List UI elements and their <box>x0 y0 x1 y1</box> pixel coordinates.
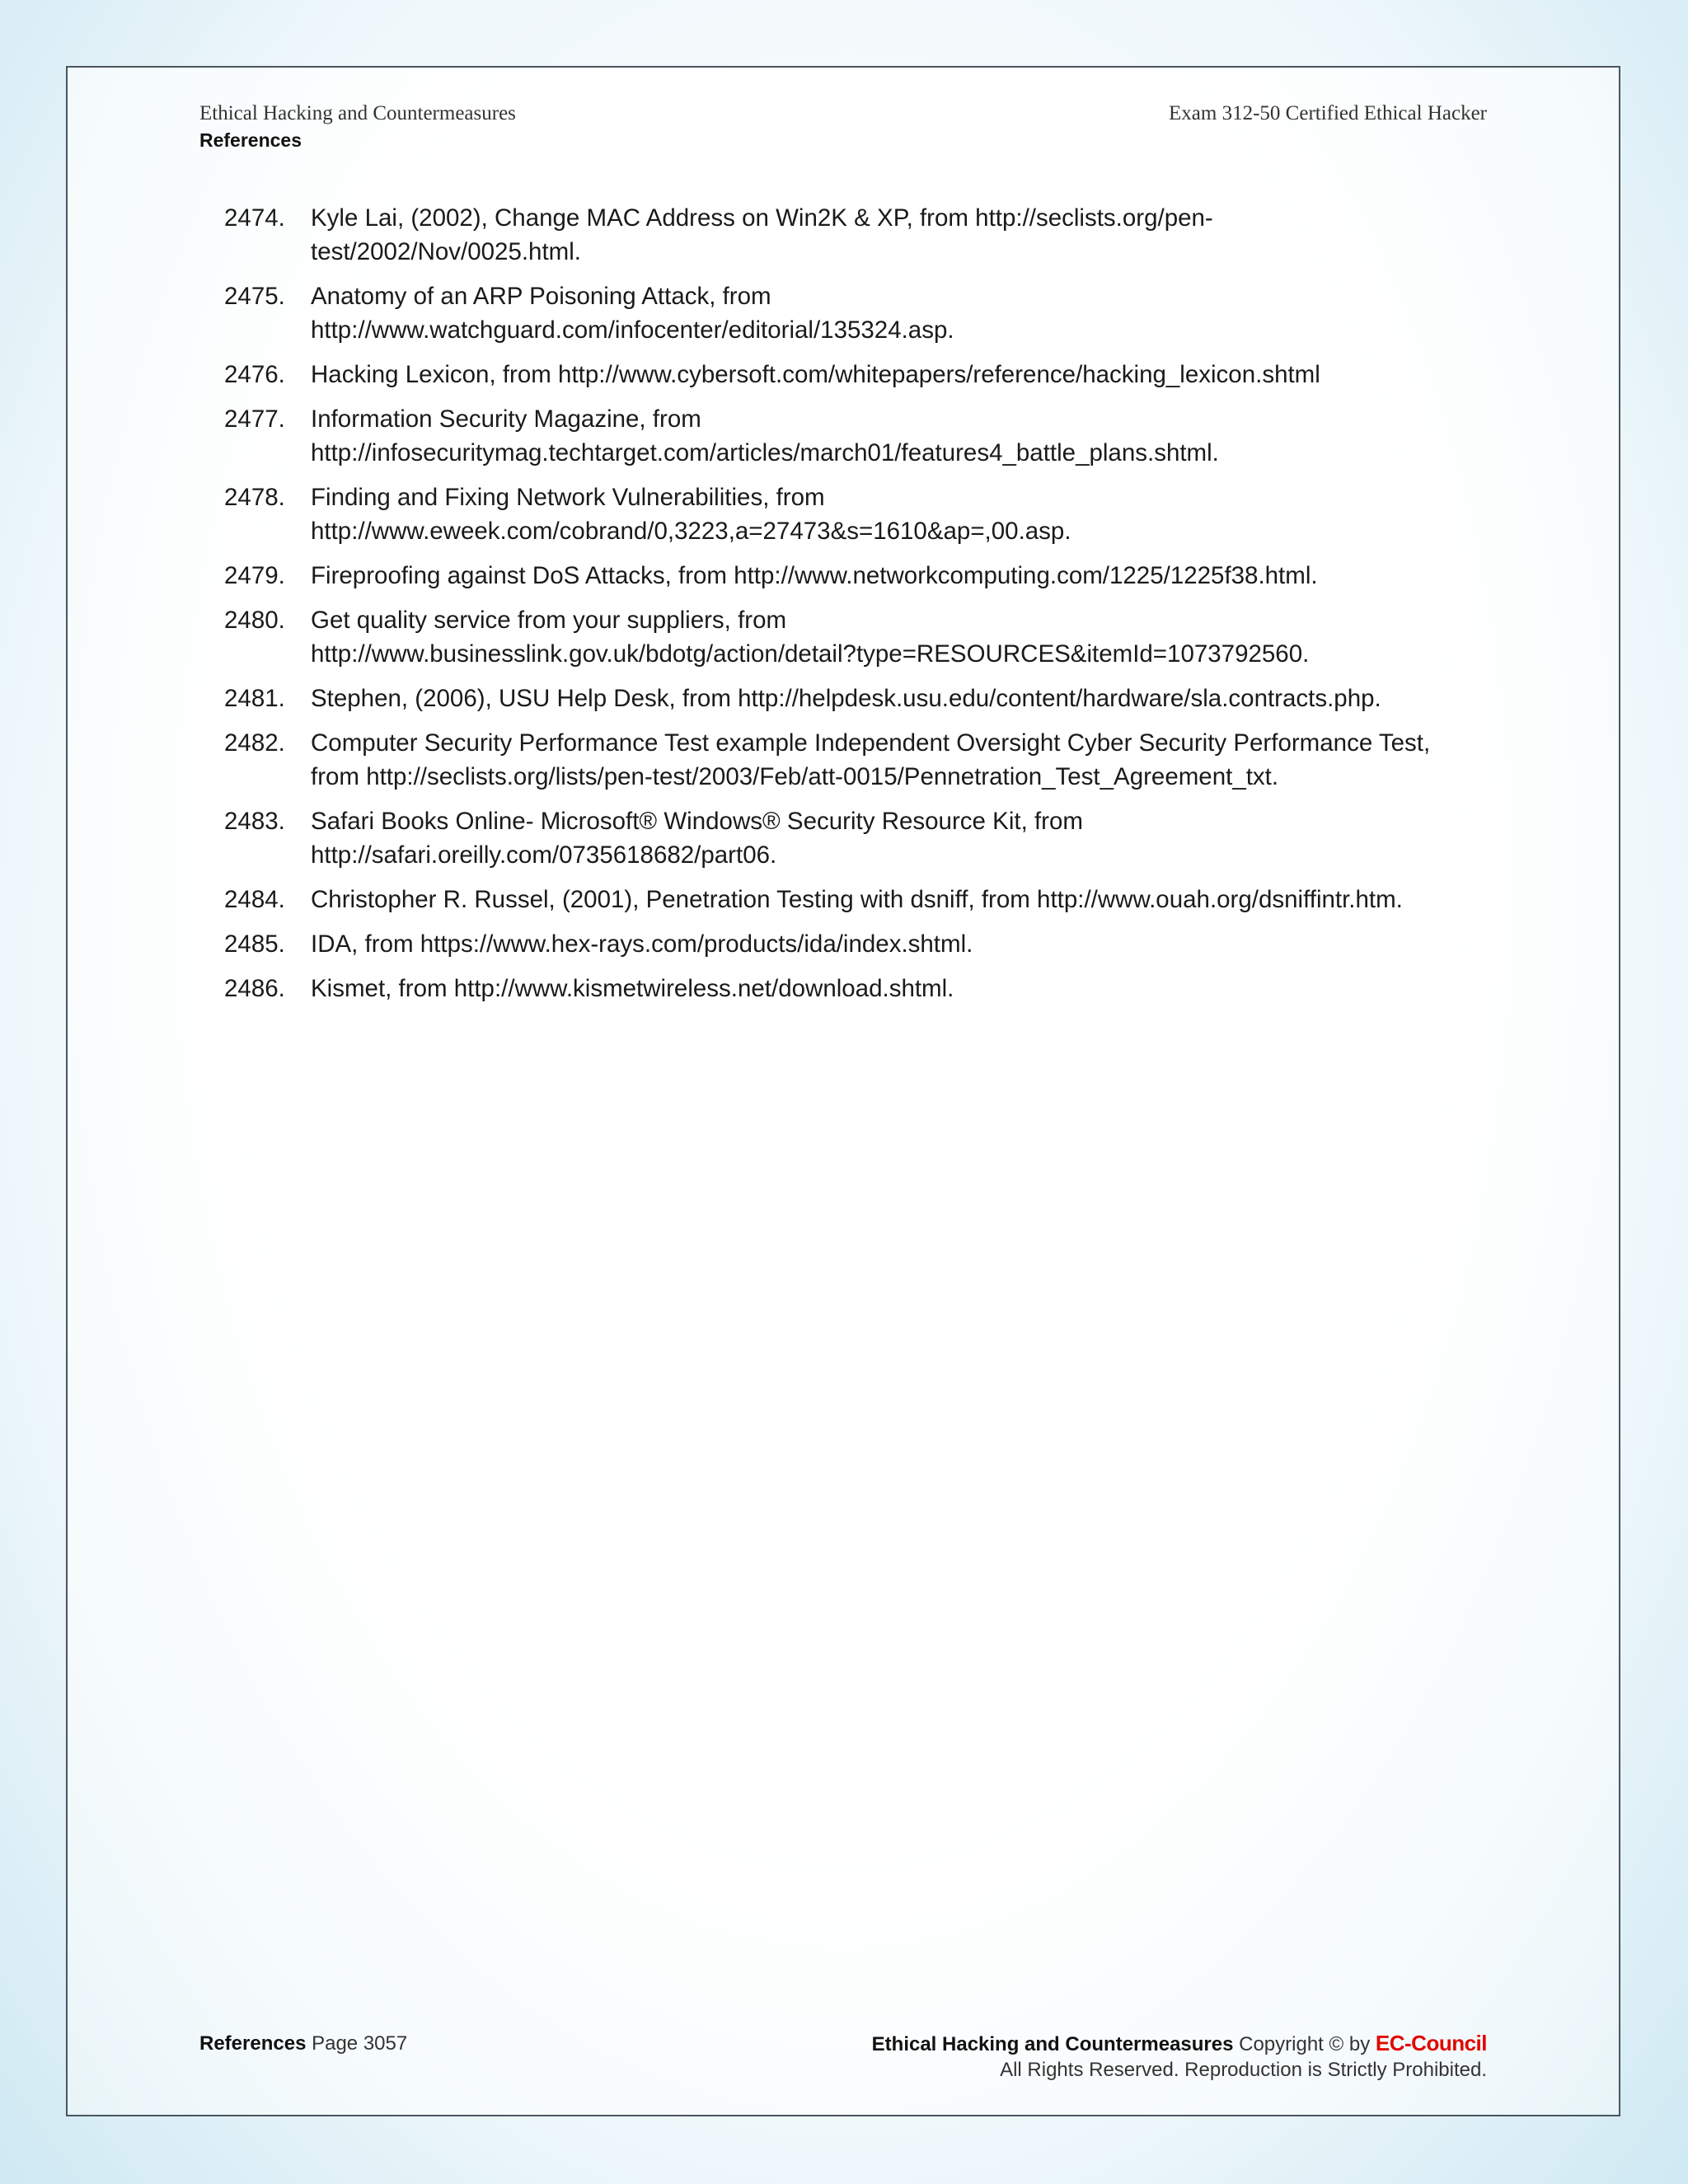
reference-number: 2485. <box>224 930 285 958</box>
reference-item <box>224 603 1576 671</box>
reference-number: 2479. <box>224 562 285 589</box>
reference-item <box>224 972 1576 1005</box>
reference-text: Christopher R. Russel, (2001), Penetration Testing with dsniff, from http://www.ouah.org/dsniffintr.htm. <box>311 886 1403 913</box>
footer-page-info <box>199 2031 407 2056</box>
reference-item <box>224 559 1576 593</box>
reference-item <box>224 201 1576 269</box>
reference-text: Computer Security Performance Test example Independent Oversight Cyber Security Performance Test, from http://seclists.org/lists/pen-test/2003/Feb/att-0015/Pennetration_Test_Agreement_txt. <box>311 729 1431 790</box>
footer-copyright <box>872 2031 1487 2083</box>
reference-text: Safari Books Online- Microsoft® Windows® Security Resource Kit, from http://safari.oreilly.com/0735618682/part06. <box>311 808 1083 869</box>
footer-course: Ethical Hacking and Countermeasures <box>871 2033 1234 2055</box>
reference-number: 2484. <box>224 886 285 913</box>
reference-number: 2475. <box>224 283 285 310</box>
reference-item <box>224 480 1576 548</box>
reference-text: Kismet, from http://www.kismetwireless.net/download.shtml. <box>311 975 954 1002</box>
reference-text: Fireproofing against DoS Attacks, from http://www.networkcomputing.com/1225/1225f38.html. <box>311 562 1318 589</box>
reference-item <box>224 883 1576 916</box>
footer-copyright-text: Copyright © by <box>1239 2033 1371 2055</box>
reference-number: 2482. <box>224 729 285 757</box>
reference-number: 2474. <box>224 204 285 232</box>
ec-council-logo: EC-Council <box>1375 2031 1487 2055</box>
reference-number: 2481. <box>224 685 285 712</box>
references-list <box>224 201 1576 1016</box>
footer-page-number: Page 3057 <box>312 2032 408 2055</box>
reference-item <box>224 358 1576 391</box>
reference-text: Kyle Lai, (2002), Change MAC Address on Win2K & XP, from http://seclists.org/pen- test/2002/Nov/0025.html. <box>311 204 1213 265</box>
footer-rights: All Rights Reserved. Reproduction is Strictly Prohibited. <box>1000 2059 1487 2081</box>
reference-item <box>224 726 1576 794</box>
header-book-title: Ethical Hacking and Countermeasures <box>199 102 516 124</box>
reference-number: 2480. <box>224 607 285 634</box>
reference-number: 2486. <box>224 975 285 1002</box>
page-frame <box>66 66 1620 2116</box>
reference-item <box>224 279 1576 347</box>
footer-section: References <box>199 2032 307 2055</box>
reference-number: 2477. <box>224 405 285 433</box>
reference-number: 2476. <box>224 361 285 388</box>
reference-item <box>224 927 1576 961</box>
reference-text: Finding and Fixing Network Vulnerabilities, from http://www.eweek.com/cobrand/0,3223,a=27473&s=1610&ap=,00.asp. <box>311 484 1071 545</box>
header-section-title: References <box>199 129 302 151</box>
header-exam-title: Exam 312-50 Certified Ethical Hacker <box>1169 102 1487 124</box>
reference-item <box>224 402 1576 470</box>
reference-text: Get quality service from your suppliers, from http://www.businesslink.gov.uk/bdotg/action/detail?type=RESOURCES&itemId=1073792560. <box>311 607 1310 668</box>
reference-text: Information Security Magazine, from http://infosecuritymag.techtarget.com/articles/march01/features4_battle_plans.shtml. <box>311 405 1219 466</box>
reference-item <box>224 682 1576 715</box>
reference-text: Anatomy of an ARP Poisoning Attack, from http://www.watchguard.com/infocenter/editorial/135324.asp. <box>311 283 954 344</box>
reference-text: Hacking Lexicon, from http://www.cybersoft.com/whitepapers/reference/hacking_lexicon.shtml <box>311 361 1320 388</box>
reference-text: IDA, from https://www.hex-rays.com/products/ida/index.shtml. <box>311 930 973 958</box>
reference-number: 2483. <box>224 808 285 835</box>
reference-number: 2478. <box>224 484 285 511</box>
reference-item <box>224 804 1576 872</box>
reference-text: Stephen, (2006), USU Help Desk, from http://helpdesk.usu.edu/content/hardware/sla.contracts.php. <box>311 685 1381 712</box>
